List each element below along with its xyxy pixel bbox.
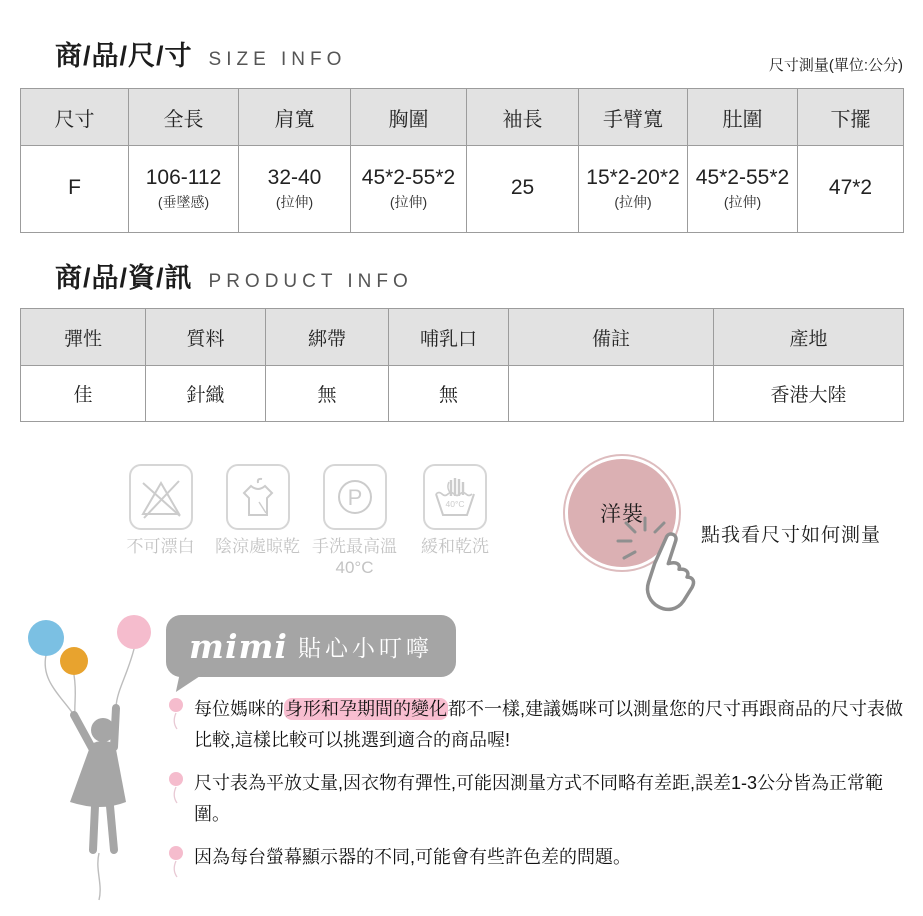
prod-cell-material: 針織 [146, 366, 266, 422]
size-value-note: (垂墜感) [157, 193, 210, 210]
size-col-length: 全長 [129, 89, 239, 146]
tip-text: 尺寸表為平放丈量,因衣物有彈性,可能因測量方式不同略有差距,誤差1-3公分皆為正常範圍。 [194, 773, 884, 824]
care-instructions [112, 464, 403, 579]
size-table-header-row [21, 89, 904, 146]
prod-cell-notes [509, 366, 714, 422]
size-value: 32-40 [267, 166, 322, 190]
girl-with-balloons-illustration [15, 608, 180, 908]
product-table [20, 308, 904, 422]
size-value: F [68, 176, 81, 200]
size-cell [688, 146, 798, 233]
measure-badge-label: 洋裝 [600, 503, 644, 526]
handwash-max-40-icon [423, 464, 487, 530]
size-value-note: (拉伸) [389, 193, 428, 210]
size-cell [798, 146, 904, 233]
product-info-title-en: PRODUCT INFO [208, 271, 413, 292]
prod-col-origin: 產地 [714, 309, 904, 366]
prod-col-ties: 綁帶 [266, 309, 389, 366]
size-col-size: 尺寸 [21, 89, 129, 146]
tip-text-pre: 每位媽咪的 [194, 699, 284, 719]
measure-cta-text[interactable]: 點我看尺寸如何測量 [701, 525, 882, 546]
prod-cell-origin: 香港大陸 [714, 366, 904, 422]
prod-cell-elasticity: 佳 [21, 366, 146, 422]
size-value-note: (拉伸) [275, 193, 314, 210]
product-info-title-zh: 商/品/資/訊 [55, 263, 193, 293]
balloon-bullet-icon [168, 697, 184, 731]
prod-cell-nursing: 無 [389, 366, 509, 422]
care-label-line1: 緩和乾洗 [421, 537, 489, 556]
size-value: 47*2 [828, 176, 873, 200]
bubble-title-text: 貼心小叮嚀 [297, 634, 433, 661]
size-value-note: (拉伸) [614, 193, 652, 210]
size-table-data-row [21, 146, 904, 233]
size-value-note: (拉伸) [723, 193, 762, 210]
size-cell [129, 146, 239, 233]
tip-item [172, 768, 914, 829]
tip-text-highlight: 身形和孕期間的變化 [285, 699, 447, 719]
size-col-shoulder: 肩寬 [239, 89, 351, 146]
size-col-sleeve: 袖長 [467, 89, 579, 146]
size-cell [21, 146, 129, 233]
svg-text:40°C: 40°C [445, 499, 465, 509]
product-table-data-row [21, 366, 904, 422]
care-item [112, 464, 209, 579]
size-info-title-en: SIZE INFO [208, 49, 347, 70]
svg-text:P: P [347, 485, 362, 510]
tips-list [172, 694, 914, 886]
no-bleach-icon [129, 464, 193, 530]
balloon-bullet-icon [168, 845, 184, 879]
size-table [20, 88, 904, 233]
mimi-tips-bubble [166, 615, 456, 677]
size-cell [467, 146, 579, 233]
prod-col-material: 質料 [146, 309, 266, 366]
dry-in-shade-icon [226, 464, 290, 530]
size-cell [239, 146, 351, 233]
care-label [421, 536, 489, 557]
size-col-belly: 肚圍 [688, 89, 798, 146]
size-cell [579, 146, 688, 233]
size-col-bust: 胸圍 [351, 89, 467, 146]
care-label: 陰涼處晾乾 [215, 537, 300, 556]
size-value: 15*2-20*2 [586, 166, 680, 190]
care-label-line2: 40°C [335, 558, 374, 578]
mimi-brand-text: mimi [189, 626, 288, 666]
size-cell [351, 146, 467, 233]
care-item [306, 464, 403, 579]
tip-text-post: 都不一樣,建議媽咪可以測量您的尺寸再跟商品的尺寸表做比較,這樣比較可以挑選到適合的商品喔! [194, 699, 903, 750]
measure-unit-note: 尺寸測量(單位:公分) [768, 57, 903, 74]
care-label: 不可漂白 [126, 537, 195, 556]
size-info-heading [55, 34, 346, 73]
care-item [209, 464, 306, 579]
gentle-dry-clean-icon [323, 464, 387, 530]
care-item [400, 464, 510, 557]
care-label-line1: 手洗最高溫 [312, 537, 397, 556]
balloon-bullet-icon [168, 771, 184, 805]
product-info-heading [55, 256, 413, 295]
product-table-header-row [21, 309, 904, 366]
prod-col-elasticity: 彈性 [21, 309, 146, 366]
prod-col-nursing: 哺乳口 [389, 309, 509, 366]
tip-item [172, 694, 914, 755]
care-label [312, 536, 397, 579]
size-col-arm: 手臂寬 [579, 89, 688, 146]
size-value: 45*2-55*2 [361, 166, 456, 190]
size-value: 45*2-55*2 [695, 166, 790, 190]
tip-text: 因為每台螢幕顯示器的不同,可能會有些許色差的問題。 [194, 847, 631, 868]
click-hand-icon[interactable] [612, 510, 704, 614]
tip-item [172, 842, 914, 873]
prod-cell-ties: 無 [266, 366, 389, 422]
size-value: 25 [510, 176, 535, 200]
size-value: 106-112 [145, 166, 222, 190]
size-info-title-zh: 商/品/尺/寸 [55, 41, 193, 71]
size-col-hem: 下擺 [798, 89, 904, 146]
prod-col-notes: 備註 [509, 309, 714, 366]
